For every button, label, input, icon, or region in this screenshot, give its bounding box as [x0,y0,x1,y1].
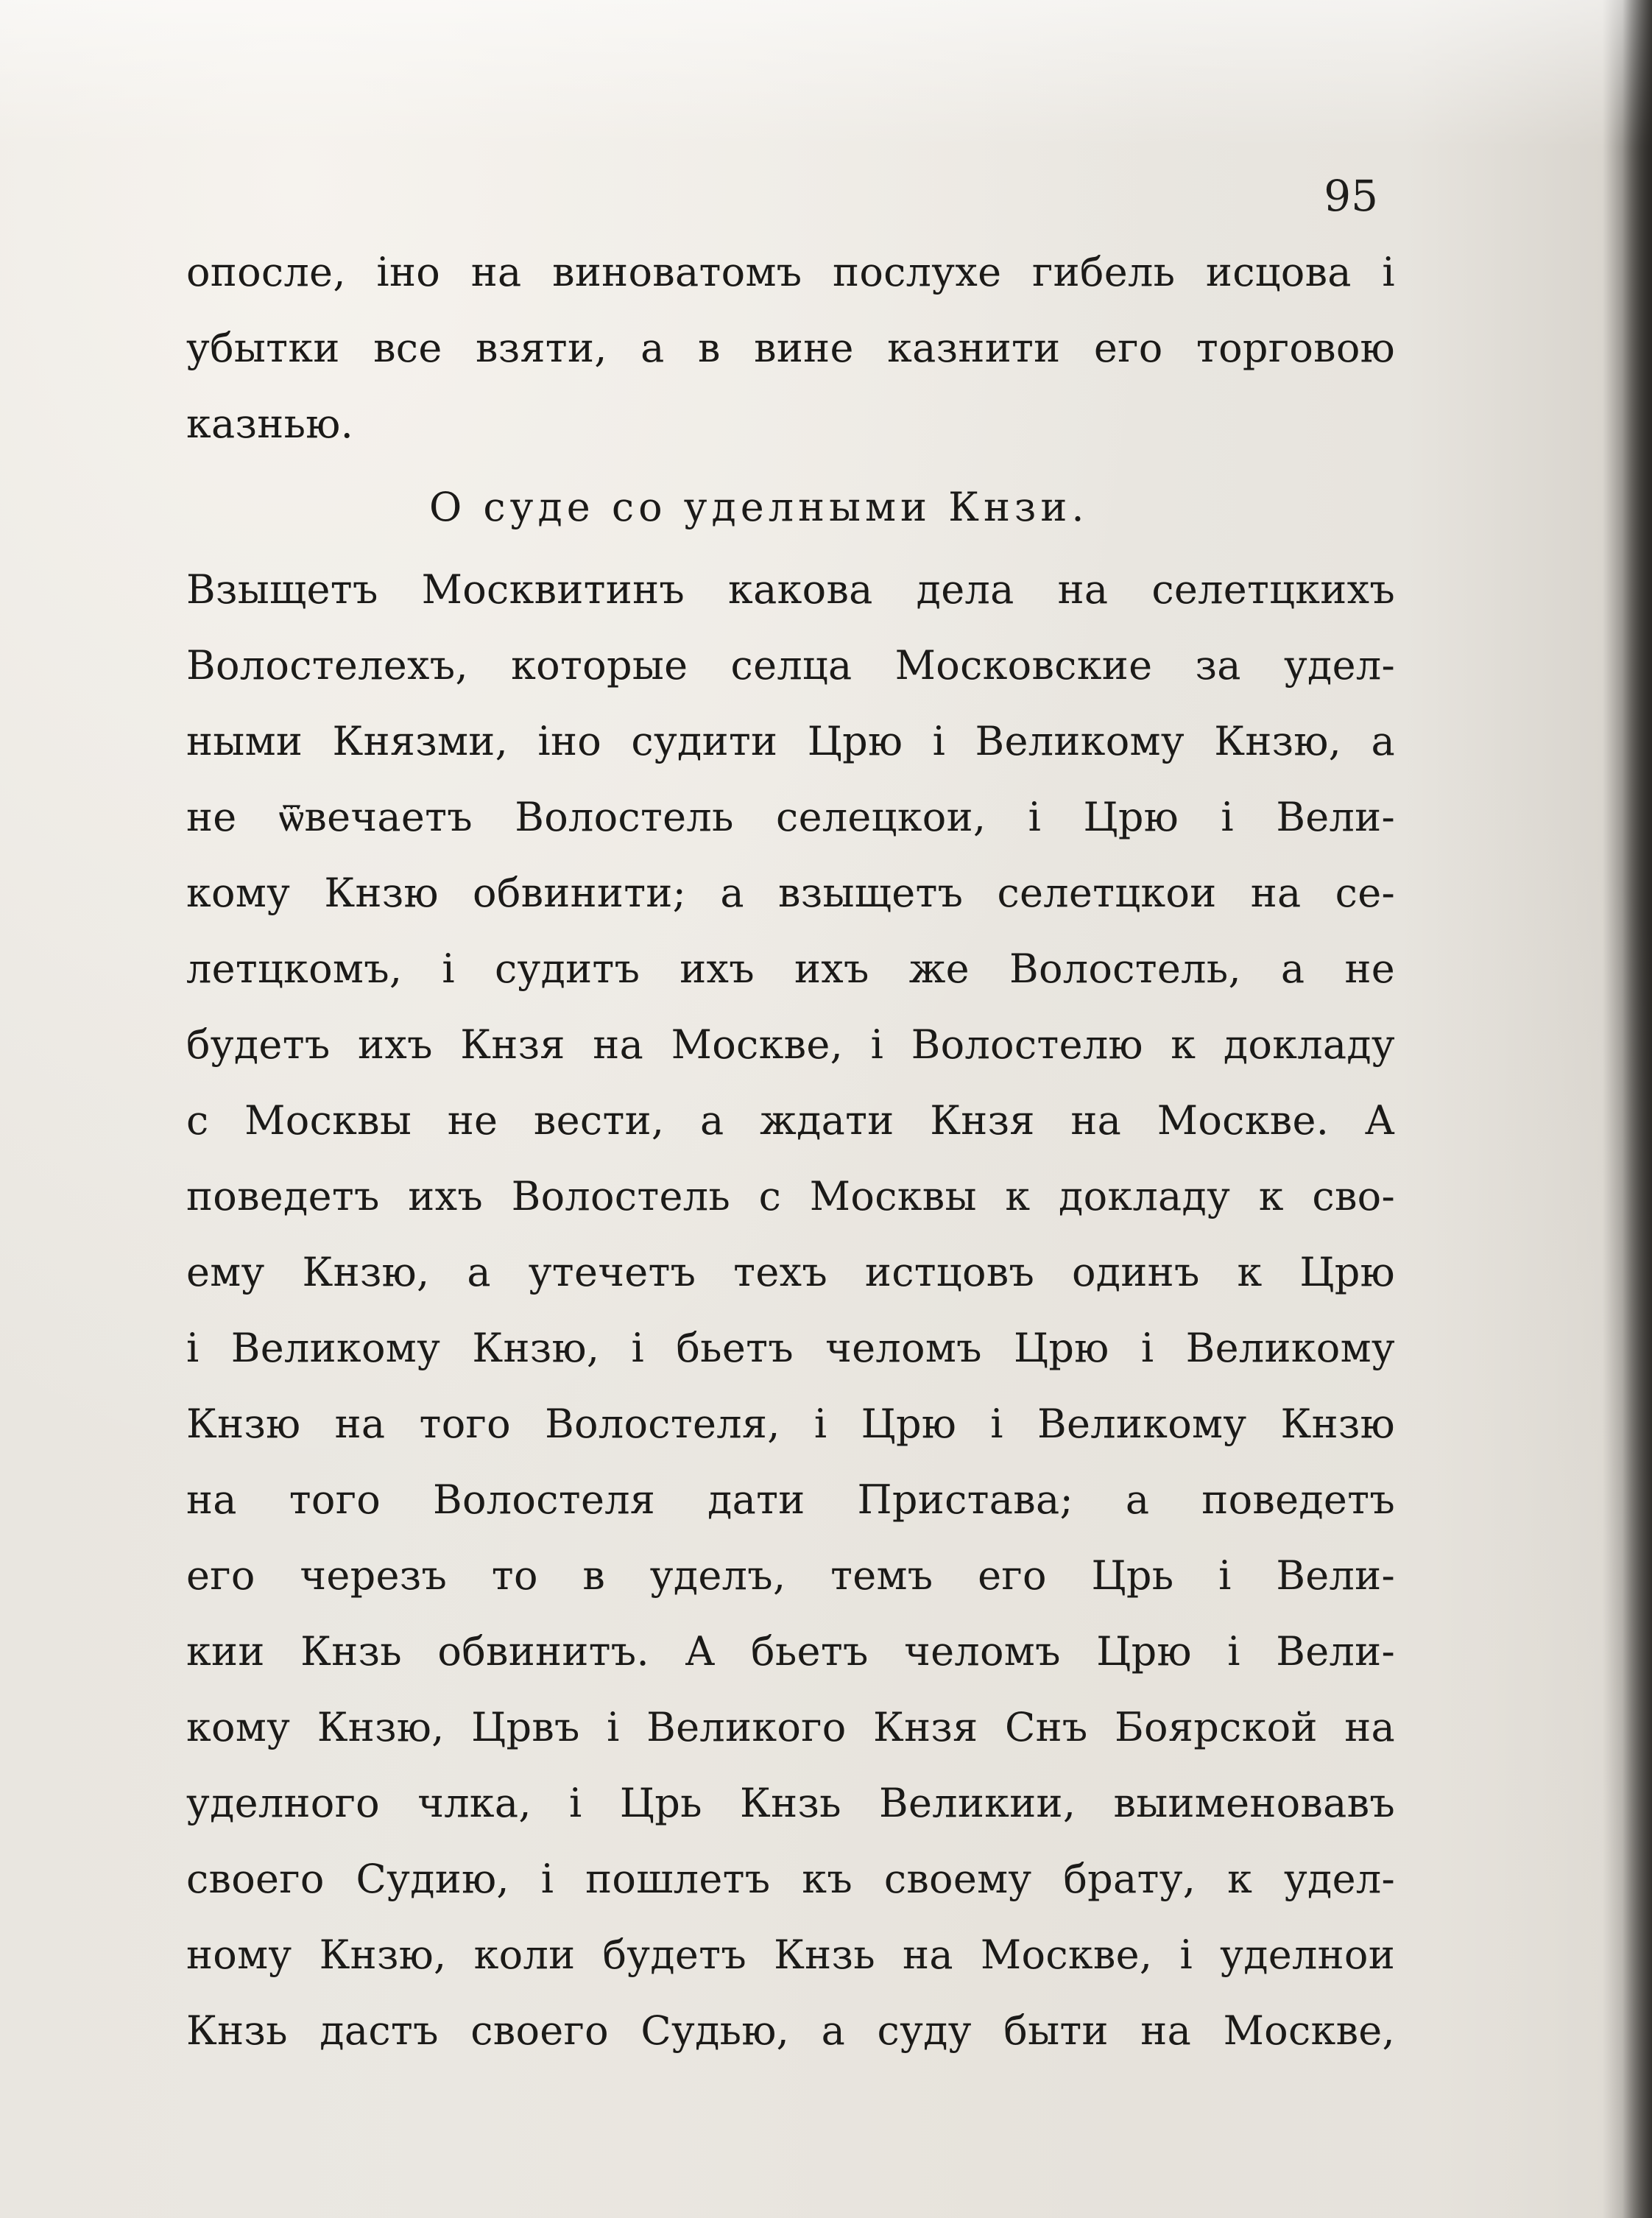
page-gutter-shadow [1623,0,1652,2218]
text-line: на того Волостеля дати Пристава; а поведетъ [186,1476,1395,1523]
text-line: Кнзю на того Волостеля, і Црю і Великому Кнзю [186,1401,1395,1447]
text-line: поведетъ ихъ Волостель с Москвы к докладу к сво- [186,1173,1395,1219]
page-number: 95 [1324,171,1378,221]
text-line: ными Князми, іно судити Црю і Великому Кнзю, а [186,718,1395,764]
text-line: его черезъ то в уделъ, темъ его Црь і Вели- [186,1552,1395,1599]
text-line: і Великому Кнзю, і бьетъ челомъ Црю і Великому [186,1325,1395,1371]
text-line: казнью. [186,401,354,447]
text-line: ному Кнзю, коли будетъ Кнзь на Москве, і уделнои [186,1932,1395,1978]
text-line: будетъ ихъ Кнзя на Москве, і Волостелю к докладу [186,1021,1395,1068]
text-line: Кнзь дастъ своего Судью, а суду быти на Москве, [186,2007,1395,2054]
text-line: Взыщетъ Москвитинъ какова дела на селетцкихъ [186,566,1395,613]
text-line: Волостелехъ, которые селца Московские за удел- [186,642,1395,689]
text-line: убытки все взяти, а в вине казнити его торговою [186,325,1395,371]
text-line: кому Кнзю обвинити; а взыщетъ селетцкои на се- [186,870,1395,916]
text-line: не ѿвечаетъ Волостель селецкои, і Црю і Вели- [186,794,1395,840]
text-line: своего Судию, і пошлетъ къ своему брату, к удел- [186,1856,1395,1902]
page-highlight [0,0,1652,147]
text-line: кии Кнзь обвинитъ. А бьетъ челомъ Црю і Вели- [186,1628,1395,1675]
text-line: опосле, іно на виноватомъ послухе гибель исцова і [186,249,1395,295]
text-line: уделного члка, і Црь Кнзь Великии, выименовавъ [186,1780,1395,1826]
text-line: ему Кнзю, а утечетъ техъ истцовъ одинъ к Црю [186,1249,1395,1295]
text-line: кому Кнзю, Црвъ і Великого Кнзя Снъ Боярской на [186,1704,1395,1750]
text-line: с Москвы не вести, а ждати Кнзя на Москве. А [186,1097,1395,1144]
text-line: летцкомъ, і судитъ ихъ ихъ же Волостель, а не [186,946,1395,992]
section-heading: О суде со уделными Кнзи. [429,484,1089,530]
text-body [186,234,1395,2069]
